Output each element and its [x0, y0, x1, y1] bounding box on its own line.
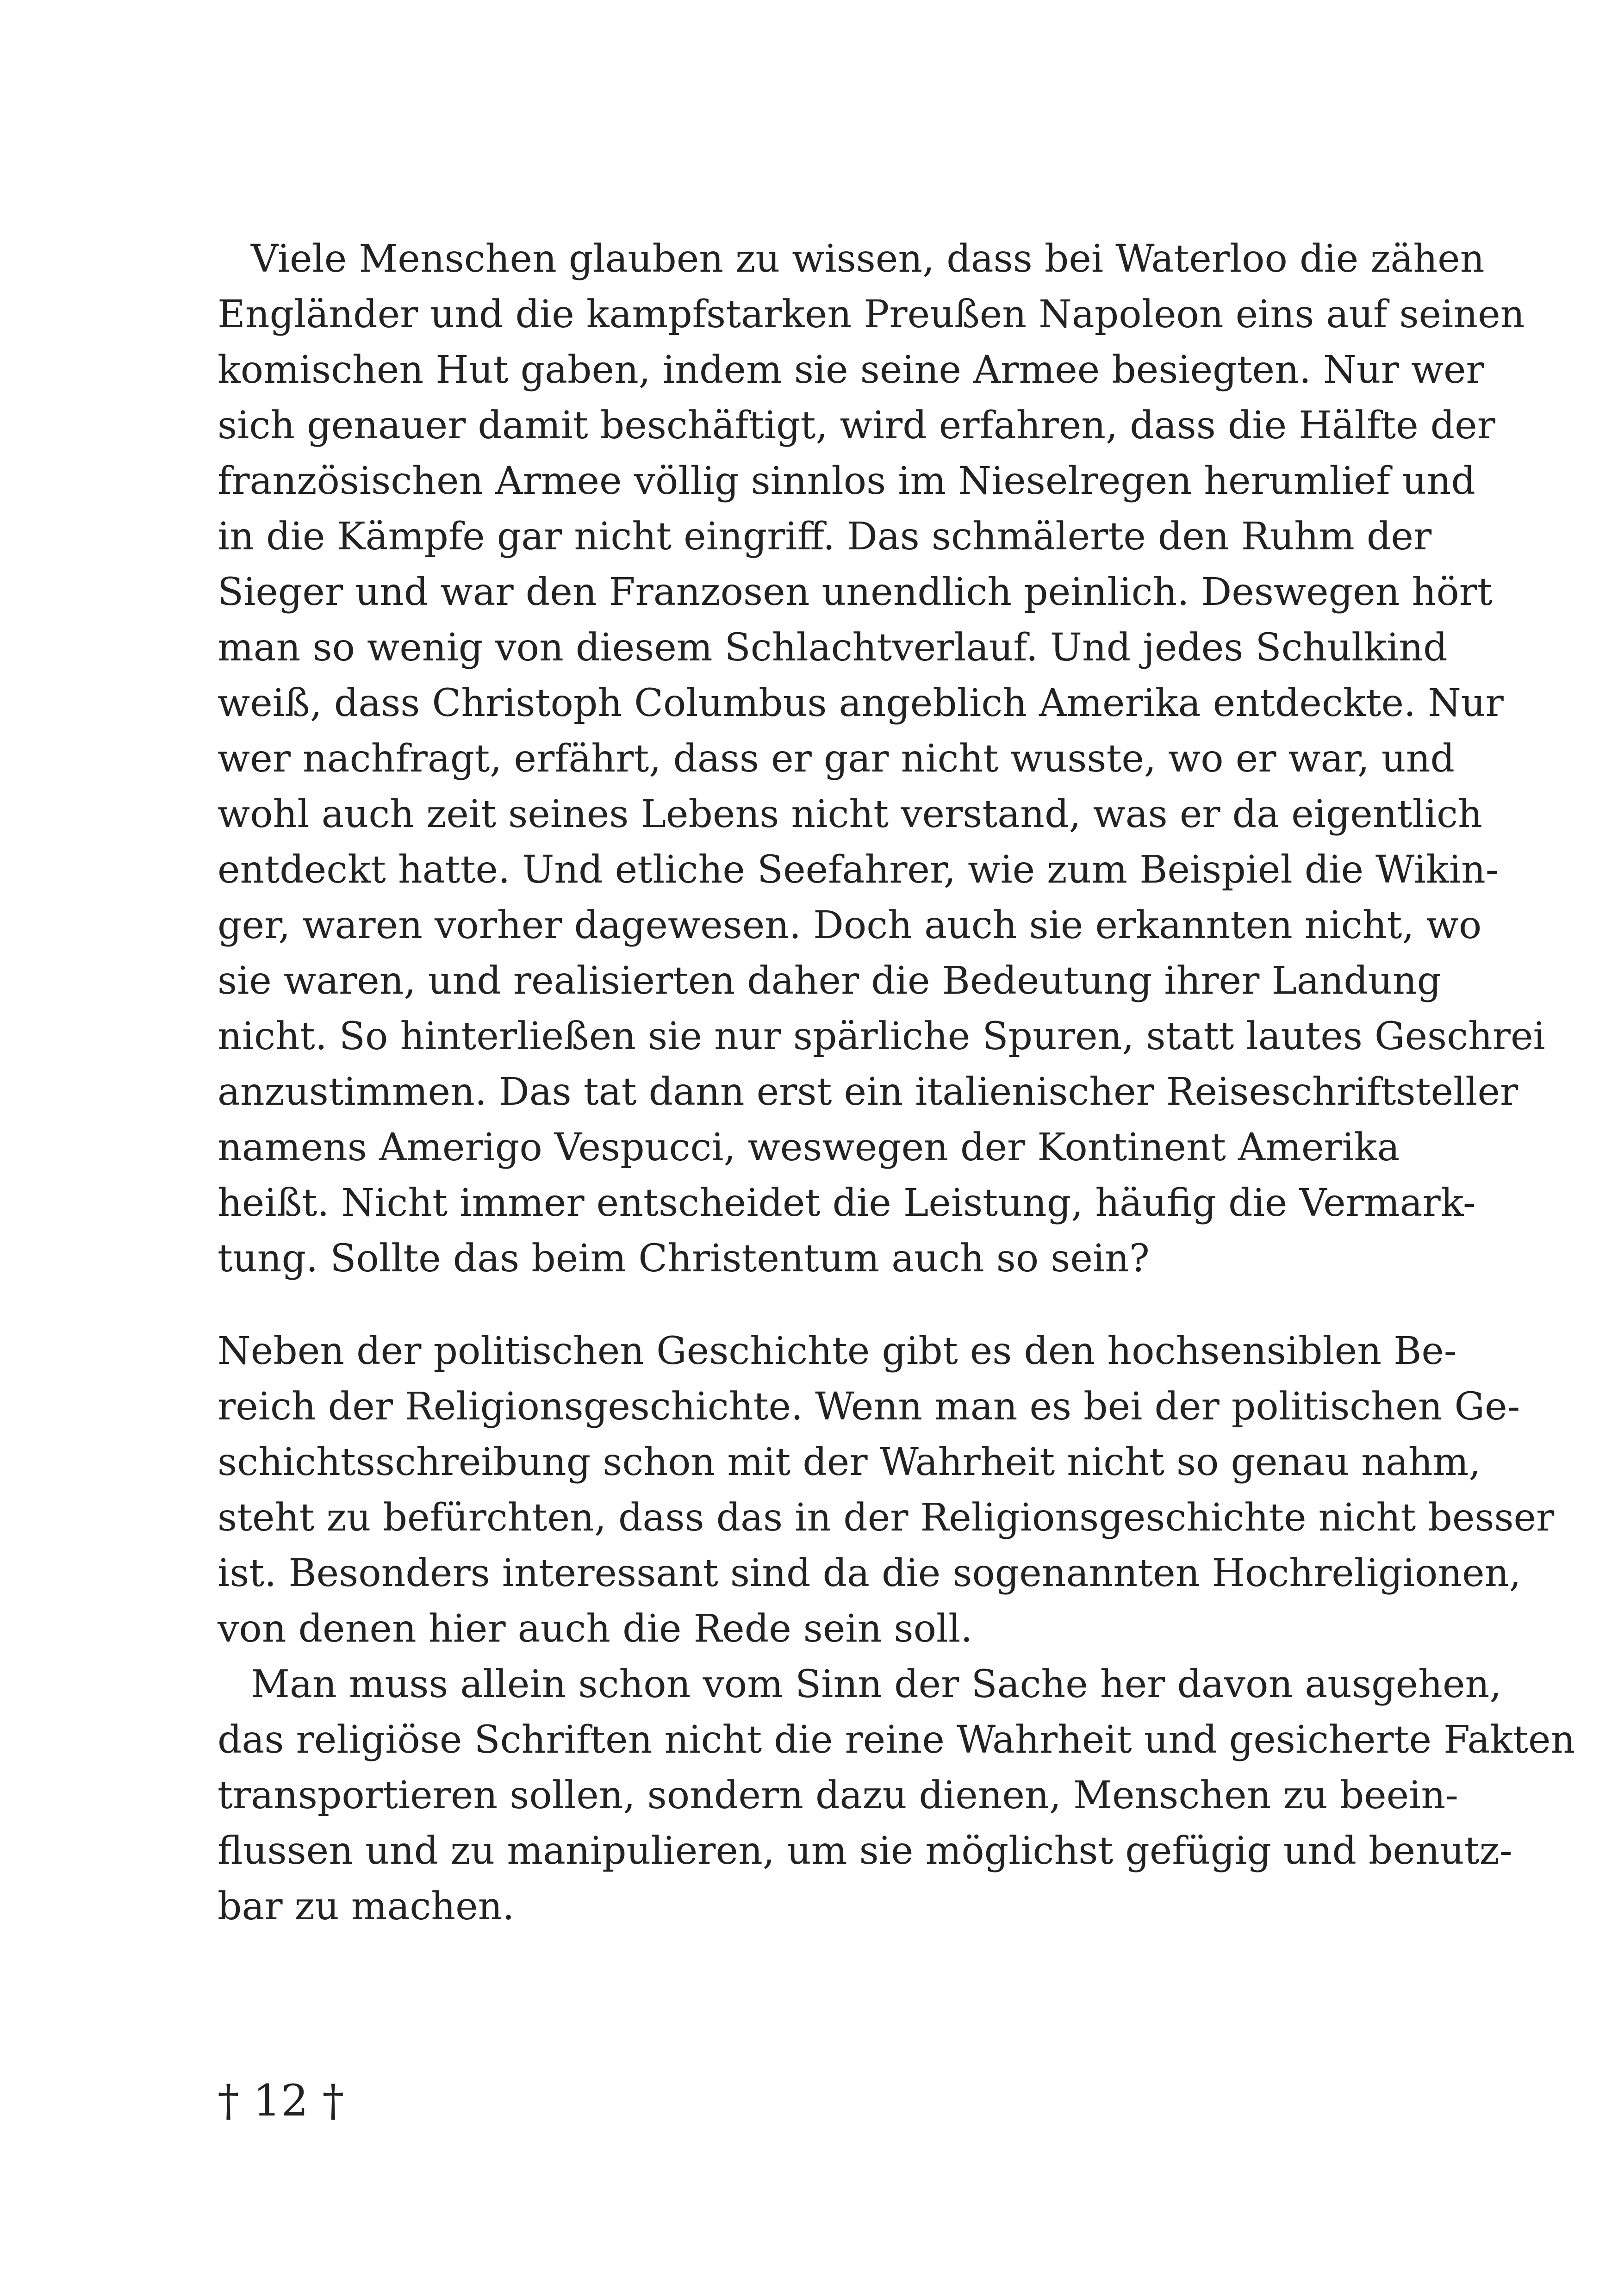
text-line: flussen und zu manipulieren, um sie möglichst gefügig und benutz- — [218, 1829, 1512, 1873]
text-line: sich genauer damit beschäftigt, wird erfahren, dass die Hälfte der — [218, 404, 1495, 448]
text-line: transportieren sollen, sondern dazu dienen, Menschen zu beein- — [218, 1773, 1458, 1817]
text-line: heißt. Nicht immer entscheidet die Leistung, häufig die Vermark- — [218, 1181, 1476, 1225]
text-line: Man muss allein schon vom Sinn der Sache her davon ausgehen, — [251, 1662, 1502, 1706]
text-line: reich der Religionsgeschichte. Wenn man es bei der politischen Ge- — [218, 1385, 1520, 1429]
text-line: namens Amerigo Vespucci, weswegen der Kontinent Amerika — [218, 1126, 1400, 1170]
text-line: sie waren, und realisierten daher die Bedeutung ihrer Landung — [218, 959, 1442, 1003]
text-line: Engländer und die kampfstarken Preußen Napoleon eins auf seinen — [218, 292, 1525, 336]
text-line: französischen Armee völlig sinnlos im Nieselregen herumlief und — [218, 459, 1475, 503]
text-line: nicht. So hinterließen sie nur spärliche Spuren, statt lautes Geschrei — [218, 1014, 1545, 1058]
paragraph-religion-history — [218, 1324, 1575, 1935]
text-line: ger, waren vorher dagewesen. Doch auch sie erkannten nicht, wo — [218, 903, 1482, 947]
text-line: steht zu befürchten, dass das in der Religionsgeschichte nicht besser — [218, 1496, 1555, 1540]
text-line: ist. Besonders interessant sind da die sogenannten Hochreligionen, — [218, 1551, 1521, 1595]
text-line: Neben der politischen Geschichte gibt es den hochsensiblen Be- — [218, 1329, 1457, 1373]
text-line: Sieger und war den Franzosen unendlich peinlich. Deswegen hört — [218, 570, 1493, 614]
paragraph-waterloo-columbus — [218, 231, 1545, 1287]
text-line: wer nachfragt, erfährt, dass er gar nicht wusste, wo er war, und — [218, 737, 1455, 781]
text-line: anzustimmen. Das tat dann erst ein italienischer Reiseschriftsteller — [218, 1070, 1518, 1114]
text-line: man so wenig von diesem Schlachtverlauf. Und jedes Schulkind — [218, 626, 1448, 670]
text-line: entdeckt hatte. Und etliche Seefahrer, wie zum Beispiel die Wikin- — [218, 848, 1499, 892]
text-line: tung. Sollte das beim Christentum auch so sein? — [218, 1237, 1150, 1281]
text-line: in die Kämpfe gar nicht eingriff. Das schmälerte den Ruhm der — [218, 515, 1432, 559]
text-line: wohl auch zeit seines Lebens nicht verstand, was er da eigentlich — [218, 792, 1482, 836]
text-line: bar zu machen. — [218, 1885, 515, 1929]
text-line: das religiöse Schriften nicht die reine Wahrheit und gesicherte Fakten — [218, 1718, 1575, 1762]
text-line: von denen hier auch die Rede sein soll. — [218, 1607, 973, 1651]
text-line: komischen Hut gaben, indem sie seine Armee besiegten. Nur wer — [218, 348, 1484, 392]
text-line: schichtsschreibung schon mit der Wahrheit nicht so genau nahm, — [218, 1440, 1481, 1484]
text-line: weiß, dass Christoph Columbus angeblich Amerika entdeckte. Nur — [218, 681, 1504, 725]
page-number: † 12 † — [218, 2076, 344, 2126]
text-line: Viele Menschen glauben zu wissen, dass bei Waterloo die zähen — [251, 237, 1485, 281]
